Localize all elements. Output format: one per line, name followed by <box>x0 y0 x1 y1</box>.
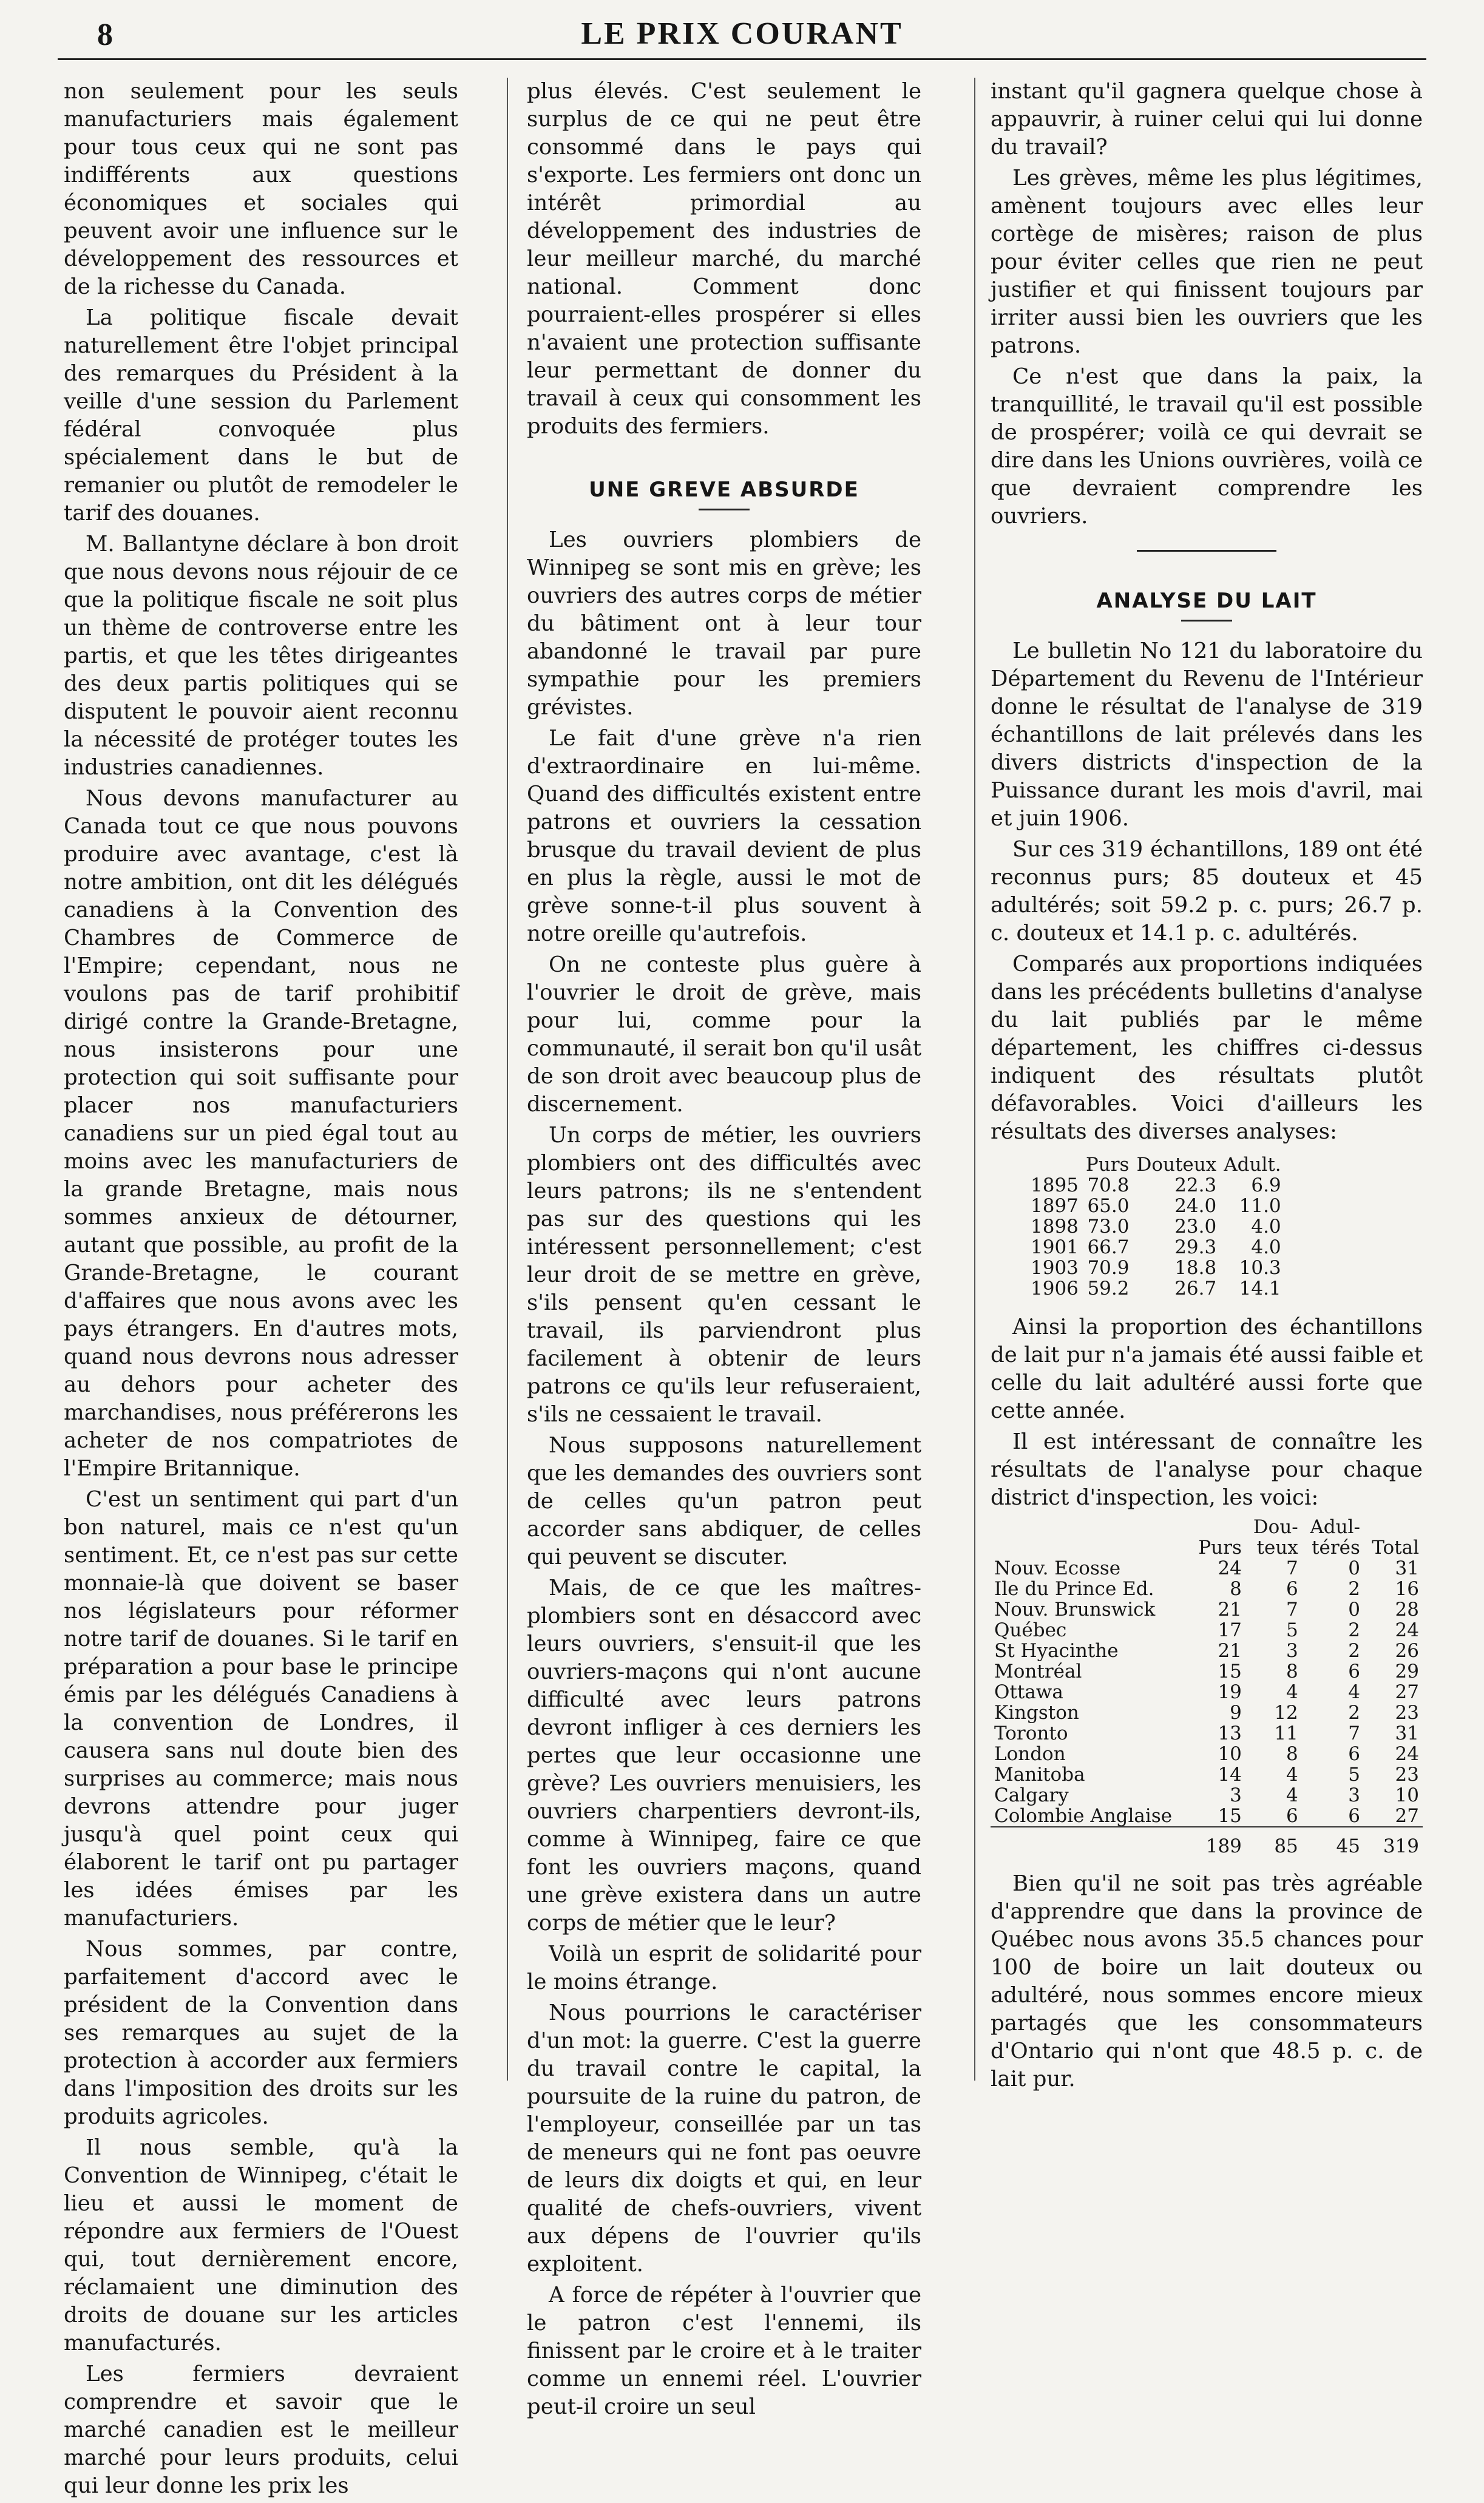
table-cell: 27 <box>1395 1681 1419 1703</box>
paragraph: Mais, de ce que les maîtres-plombiers sont en désaccord avec leurs ouvriers, s'ensuit-il que les ouvriers-maçons qui n'ont aucune difficulté avec leurs patrons devront infliger à ces derniers les pertes que leur occasionne une grève? Les ouvriers menuisiers, les ouvriers charpentiers devront-ils, comme à Winnipeg, faire ce que font les ouvriers maçons, quand une grève existera dans un autre corps de métier que le leur? <box>527 1576 921 1936</box>
table-cell: 31 <box>1395 1722 1419 1744</box>
table-row <box>991 1764 1423 1785</box>
table-cell <box>991 1831 1191 1857</box>
table-row <box>1027 1196 1285 1216</box>
table-cell: St Hyacinthe <box>994 1640 1119 1662</box>
table-row <box>991 1661 1423 1682</box>
table-header: Purs <box>1085 1154 1130 1176</box>
paragraph: Nous supposons naturellement que les demandes des ouvriers sont de celles qu'un patron peut accorder sans abdiquer, de celles qui peuvent se discuter. <box>527 1433 921 1570</box>
table-row <box>991 1723 1423 1744</box>
paragraph: Bien qu'il ne soit pas très agréable d'apprendre que dans la province de Québec nous avons 35.5 chances pour 100 de boire un lait douteux ou adultéré, nous sommes encore mieux partagés que les consommateurs d'Ontario qui n'ont que 48.5 p. c. de lait pur. <box>991 1871 1423 2091</box>
table-cell: 6.9 <box>1251 1174 1281 1196</box>
paragraph: Nous sommes, par contre, parfaitement d'accord avec le président de la Convention dans ses remarques au sujet de la protection à accorder aux fermiers dans l'imposition des droits sur les produits agricoles. <box>64 1937 458 2129</box>
paragraph: La politique fiscale devait naturellement être l'objet principal des remarques du Président à la veille d'une session du Parlement fédéral convoquée plus spécialement dans le but de remanier ou plutôt de remodeler le tarif des douanes. <box>64 305 458 526</box>
paragraph: Nous devons manufacturer au Canada tout ce que nous pouvons produire avec avantage, c'est là notre ambition, ont dit les délégués canadiens à la Convention des Chambres de Commerce de l'Empire; cependant, nous ne voulons pas de tarif prohibitif dirigé contre la Grande-Bretagne, nous insisterons pour une protection qui soit suffisante pour placer nos manufacturiers canadiens sur un pied égal tout au moins avec les manufacturiers de la grande Bretagne, mais nous sommes anxieux de détourner, autant que possible, au profit de la Grande-Bretagne, le courant d'affaires que nous avons avec les pays étrangers. En d'autres mots, quand nous devrons nous adresser au dehors pour acheter des marchandises, nous préférerons les acheter de nos compatriotes de l'Empire Britannique. <box>64 786 458 1481</box>
table-cell: 10.3 <box>1239 1257 1281 1279</box>
table-cell: 2 <box>1348 1619 1360 1641</box>
sum-rule <box>991 1827 1423 1831</box>
table-cell: 4.0 <box>1251 1236 1281 1258</box>
table-cell: Nouv. Ecosse <box>994 1557 1121 1579</box>
table-cell: 6 <box>1286 1805 1298 1827</box>
table-cell: 11 <box>1274 1722 1298 1744</box>
table-cell: 1898 <box>1031 1216 1079 1238</box>
paragraph: C'est un sentiment qui part d'un bon naturel, mais ce n'est qu'un sentiment. Et, ce n'est pas sur cette monnaie-là que doivent se baser nos législateurs pour réformer notre tarif de douanes. Si le tarif en préparation a pour base le principe émis par les délégués Canadiens à la convention de Londres, il causera sans nul doute bien des surprises au commerce; mais nous devrons attendre pour juger jusqu'à quel point ceux qui élaborent le tarif ont pu partager les idées émises par les manufacturiers. <box>64 1487 458 1931</box>
table-cell: 7 <box>1286 1557 1298 1579</box>
table-cell: 15 <box>1218 1661 1242 1682</box>
table-cell: Québec <box>994 1619 1067 1641</box>
table-cell: 6 <box>1348 1805 1360 1827</box>
table-row <box>991 1806 1423 1827</box>
table-header: térés <box>1312 1537 1360 1559</box>
table-cell: 27 <box>1395 1805 1419 1827</box>
table-cell: 21 <box>1218 1640 1242 1662</box>
table-cell: 24 <box>1218 1557 1242 1579</box>
column-3 <box>991 78 1423 2096</box>
table-cell: 70.8 <box>1087 1174 1130 1196</box>
table-cell: 1901 <box>1031 1236 1079 1258</box>
table-row <box>991 1682 1423 1702</box>
table-cell: Nouv. Brunswick <box>994 1599 1156 1621</box>
table-cell: 73.0 <box>1087 1216 1130 1238</box>
table-cell: 23 <box>1395 1764 1419 1786</box>
paragraph: A force de répéter à l'ouvrier que le patron c'est l'ennemi, ils finissent par le croire et à le traiter comme un ennemi réel. L'ouvrier peut-il croire un seul <box>527 2283 921 2419</box>
table-header-row <box>1027 1154 1285 1175</box>
paragraph: Ce n'est que dans la paix, la tranquillité, le travail qu'il est possible de prospérer; voilà ce qui devrait se dire dans les Unions ouvrières, voilà ce que devraient comprendre les ouvriers. <box>991 364 1423 529</box>
paragraph: On ne conteste plus guère à l'ouvrier le droit de grève, mais pour lui, comme pour la communauté, il serait bon qu'il usât de son droit avec beaucoup plus de discernement. <box>527 952 921 1117</box>
table-cell: 31 <box>1395 1557 1419 1579</box>
table-total-row <box>991 1831 1423 1857</box>
table-cell: 14 <box>1218 1764 1242 1786</box>
paragraph: Le fait d'une grève n'a rien d'extraordinaire en lui-même. Quand des difficultés existent entre patrons et ouvriers la cessation brusque du travail devient de plus en plus la règle, aussi le mot de grève sonne-t-il plus souvent à notre oreille qu'autrefois. <box>527 726 921 946</box>
table-row <box>991 1702 1423 1723</box>
table-cell: 7 <box>1286 1599 1298 1621</box>
table-cell: 0 <box>1348 1557 1360 1579</box>
table-cell: 189 <box>1205 1835 1242 1857</box>
table-header <box>991 1537 1191 1558</box>
table-cell: Calgary <box>994 1784 1069 1806</box>
table-cell: 22.3 <box>1174 1174 1217 1196</box>
table-cell: 23.0 <box>1174 1216 1217 1238</box>
table-cell: 15 <box>1218 1805 1242 1827</box>
table-cell: 26 <box>1395 1640 1419 1662</box>
table-header: Adul- <box>1310 1516 1360 1538</box>
table-cell: Toronto <box>994 1722 1068 1744</box>
table-cell: 5 <box>1348 1764 1360 1786</box>
table-cell: 10 <box>1218 1743 1242 1765</box>
table-cell: 11.0 <box>1239 1195 1281 1217</box>
table-cell: 65.0 <box>1087 1195 1130 1217</box>
table-cell: 6 <box>1348 1661 1360 1682</box>
table-cell: 24 <box>1395 1619 1419 1641</box>
table-cell: 66.7 <box>1087 1236 1130 1258</box>
table-cell: London <box>994 1743 1066 1765</box>
table-header: Total <box>1372 1537 1419 1559</box>
table-header: Douteux <box>1136 1154 1217 1176</box>
district-results-table <box>991 1517 1423 1857</box>
table-cell: 6 <box>1348 1743 1360 1765</box>
section-title-greve: UNE GREVE ABSURDE <box>589 478 859 502</box>
paragraph: Sur ces 319 échantillons, 189 ont été reconnus purs; 85 douteux et 45 adultérés; soit 59.2 p. c. purs; 26.7 p. c. douteux et 14.1 p. c. adultérés. <box>991 837 1423 946</box>
table-cell: 29 <box>1395 1661 1419 1682</box>
column-rule-1 <box>507 78 508 2081</box>
table-cell: 29.3 <box>1174 1236 1217 1258</box>
table-cell: 0 <box>1348 1599 1360 1621</box>
table-cell: 13 <box>1218 1722 1242 1744</box>
title-rule <box>699 509 750 510</box>
table-cell: 4 <box>1286 1764 1298 1786</box>
header-rule <box>58 58 1426 60</box>
table-cell: 26.7 <box>1174 1278 1217 1299</box>
table-cell: 85 <box>1274 1835 1298 1857</box>
section-title-lait: ANALYSE DU LAIT <box>1096 589 1317 613</box>
table-cell: 4.0 <box>1251 1216 1281 1238</box>
table-cell: Kingston <box>994 1702 1079 1724</box>
table-cell: 23 <box>1395 1702 1419 1724</box>
paragraph: M. Ballantyne déclare à bon droit que nous devons nous réjouir de ce que la politique fiscale ne soit plus un thème de controverse entre les partis, et que les têtes dirigeantes des deux partis politiques qui se disputent le pouvoir aient reconnu la nécessité de protéger toutes les industries canadiennes. <box>64 532 458 780</box>
table-cell: 1897 <box>1031 1195 1079 1217</box>
table-cell: 16 <box>1395 1578 1419 1600</box>
table-cell: 2 <box>1348 1640 1360 1662</box>
table-cell: 7 <box>1348 1722 1360 1744</box>
title-rule <box>1181 620 1232 622</box>
page-title: LE PRIX COURANT <box>581 16 903 51</box>
table-row <box>1027 1237 1285 1258</box>
table-row <box>991 1641 1423 1661</box>
paragraph: Un corps de métier, les ouvriers plombiers ont des difficultés avec leurs patrons; ils ne s'entendent pas sur des questions qui les intéressent personnellement; c'est leur droit de se mettre en grève, s'ils pensent qu'en cessant le travail, ils parviendront plus facilement à obtenir de leurs patrons ce qu'ils leur refuseraient, s'ils ne cessaient le travail. <box>527 1123 921 1427</box>
table-cell: 3 <box>1348 1784 1360 1806</box>
table-cell: 4 <box>1286 1784 1298 1806</box>
table-cell: 24 <box>1395 1743 1419 1765</box>
table-header: Purs <box>1198 1537 1242 1559</box>
column-1 <box>64 78 458 2503</box>
paragraph: Le bulletin No 121 du laboratoire du Département du Revenu de l'Intérieur donne le résultat de l'analyse de 319 échantillons de lait prélevés dans les divers districts d'inspection de la Puissance durant les mois d'avril, mai et juin 1906. <box>991 638 1423 831</box>
table-cell: 1903 <box>1031 1257 1079 1279</box>
table-cell: 319 <box>1383 1835 1419 1857</box>
table-header: Dou- <box>1253 1516 1298 1538</box>
table-row <box>991 1620 1423 1641</box>
paragraph: Ainsi la proportion des échantillons de lait pur n'a jamais été aussi faible et celle du lait adultéré aussi forte que cette année. <box>991 1315 1423 1423</box>
table-cell: 6 <box>1286 1578 1298 1600</box>
paragraph: instant qu'il gagnera quelque chose à appauvrir, à ruiner celui qui lui donne du travail? <box>991 79 1423 160</box>
table-cell: 3 <box>1230 1784 1242 1806</box>
table-row <box>1027 1175 1285 1196</box>
table-cell: 10 <box>1395 1784 1419 1806</box>
paragraph: Comparés aux proportions indiquées dans les précédents bulletins d'analyse du lait publiés par le même département, les chiffres ci-dessus indiquent des résultats plutôt défavorables. Voici d'ailleurs les résultats des diverses analyses: <box>991 952 1423 1144</box>
table-cell: 28 <box>1395 1599 1419 1621</box>
table-row <box>991 1785 1423 1806</box>
column-rule-2 <box>974 78 975 2081</box>
table-cell: 21 <box>1218 1599 1242 1621</box>
paragraph: plus élevés. C'est seulement le surplus de ce qui ne peut être consommé dans le pays qui s'exporte. Les fermiers ont donc un intérêt primordial au développement des industries de leur meilleur marché, du marché national. Comment donc pourraient-elles prospérer si elles n'avaient une protection suffisante leur permettant de donner du travail à ceux qui consomment les produits des fermiers. <box>527 79 921 439</box>
table-cell: 19 <box>1218 1681 1242 1703</box>
paragraph: Il est intéressant de connaître les résultats de l'analyse pour chaque district d'inspection, les voici: <box>991 1429 1423 1510</box>
paragraph: Voilà un esprit de solidarité pour le moins étrange. <box>527 1942 921 1994</box>
paragraph: Nous pourrions le caractériser d'un mot: la guerre. C'est la guerre du travail contre le capital, la poursuite de la ruine du patron, de l'employeur, conseillée par un tas de meneurs qui ne font pas oeuvre de leurs dix doigts et qui, en leur qualité de chefs-ouvriers, vivent aux dépens de l'ouvrier qu'ils exploitent. <box>527 2000 921 2277</box>
table-row <box>1027 1278 1285 1299</box>
table-header <box>1191 1517 1245 1537</box>
table-cell: 4 <box>1348 1681 1360 1703</box>
table-cell: Ile du Prince Ed. <box>994 1578 1154 1600</box>
year-results-table <box>1027 1154 1285 1299</box>
table-row <box>991 1579 1423 1599</box>
table-header <box>1027 1154 1082 1175</box>
table-row <box>991 1744 1423 1764</box>
paragraph: Les fermiers devraient comprendre et savoir que le marché canadien est le meilleur marché pour leurs produits, celui qui leur donne les prix les <box>64 2362 458 2498</box>
table-row <box>1027 1216 1285 1237</box>
table-row <box>991 1558 1423 1579</box>
table-cell: 18.8 <box>1174 1257 1217 1279</box>
table-cell: 8 <box>1286 1661 1298 1682</box>
table-cell: 2 <box>1348 1578 1360 1600</box>
table-row <box>1027 1258 1285 1278</box>
table-cell: 59.2 <box>1087 1278 1130 1299</box>
table-header: Adult. <box>1224 1154 1281 1176</box>
table-header: teux <box>1256 1537 1298 1559</box>
separator-rule <box>1137 550 1276 552</box>
paragraph: Les ouvriers plombiers de Winnipeg se sont mis en grève; les ouvriers des autres corps de métier du bâtiment ont à leur tour abandonné le travail par pure sympathie pour les premiers grévistes. <box>527 527 921 720</box>
table-cell: 70.9 <box>1087 1257 1130 1279</box>
table-header-row <box>991 1517 1423 1537</box>
table-cell: 14.1 <box>1239 1278 1281 1299</box>
table-cell: 8 <box>1230 1578 1242 1600</box>
table-header <box>1364 1517 1423 1537</box>
table-cell: 1895 <box>1031 1174 1079 1196</box>
table-cell: 5 <box>1286 1619 1298 1641</box>
table-cell: 1906 <box>1031 1278 1079 1299</box>
table-cell: Montréal <box>994 1661 1082 1682</box>
table-cell: 3 <box>1286 1640 1298 1662</box>
table-cell: 12 <box>1274 1702 1298 1724</box>
table-header-row <box>991 1537 1423 1558</box>
paragraph: Il nous semble, qu'à la Convention de Winnipeg, c'était le lieu et aussi le moment de répondre aux fermiers de l'Ouest qui, tout dernièrement encore, réclamaient une diminution des droits de douane sur les articles manufacturés. <box>64 2135 458 2356</box>
table-cell: Ottawa <box>994 1681 1063 1703</box>
table-cell: 45 <box>1336 1835 1360 1857</box>
paragraph: non seulement pour les seuls manufacturiers mais également pour tous ceux qui ne sont pas indifférents aux questions économiques et sociales qui peuvent avoir une influence sur le développement des ressources et de la richesse du Canada. <box>64 79 458 299</box>
table-header <box>991 1517 1191 1537</box>
table-cell: 8 <box>1286 1743 1298 1765</box>
table-cell: 9 <box>1230 1702 1242 1724</box>
table-row <box>991 1599 1423 1620</box>
table-cell: Manitoba <box>994 1764 1085 1786</box>
table-cell: 24.0 <box>1174 1195 1217 1217</box>
page-number: 8 <box>97 18 113 52</box>
table-cell: 17 <box>1218 1619 1242 1641</box>
table-cell: 2 <box>1348 1702 1360 1724</box>
paragraph: Les grèves, même les plus légitimes, amènent toujours avec elles leur cortège de misères; raison de plus pour éviter celles que rien ne peut justifier et qui finissent toujours par irriter aussi bien les ouvriers que les patrons. <box>991 166 1423 358</box>
column-2 <box>527 78 921 2424</box>
table-cell: Colombie Anglaise <box>994 1805 1173 1827</box>
table-cell: 4 <box>1286 1681 1298 1703</box>
